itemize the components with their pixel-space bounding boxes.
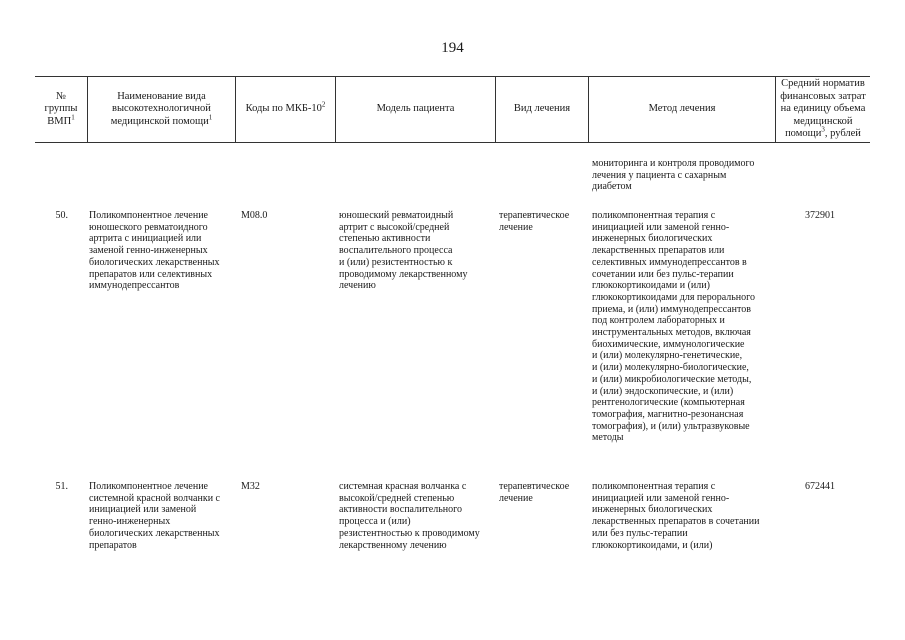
row-51-care-name: Поликомпонентное лечение системной красной волчанки с инициацией или заменой генно-инженерных биологических лекарственных препаратов xyxy=(89,481,220,551)
header-treatment-method: Метод лечения xyxy=(588,77,775,142)
row-51-number: 51. xyxy=(55,481,68,492)
header-icd-codes: Коды по МКБ-$10^2$ xyxy=(235,77,335,142)
row-50-number: 50. xyxy=(55,210,68,221)
header-group-number: № группы ВМП$^1$ xyxy=(44,90,78,127)
row-51-icd-code: М32 xyxy=(241,481,260,492)
header-cost-standard: Средний норматив финансовых затрат на единицу объема медицинской помощи$^3$, рублей xyxy=(775,77,870,142)
row-51-treatment-type: терапевтическое лечение xyxy=(499,481,570,504)
row-50-treatment-type: терапевтическое лечение xyxy=(499,210,570,233)
row-50-treatment-method: поликомпонентная терапия с инициацией или заменой генно- инженерных биологических лекарственных препаратов или селективных иммунодепрессантов в сочетании или без пульс-терапии глюкокортикоидами и (или) глюкокортикоидами для перорального приема, и (или) иммунодепрессантов под контролем лабораторных и инструментальных методов, включая биохимические, иммунологические и (или) молекулярно-генетические, и (или) молекулярно-биологические, и (или) микробиологические методы, и (или) эндоскопические, и (или) рентгенологические (компьютерная томография, магнитно-резонансная томография), и (или) ультразвуковые методы xyxy=(592,210,756,444)
row-50-care-name: Поликомпонентное лечение юношеского ревматоидного артрита с инициацией или заменой генно-инженерных биологических лекарственных препаратов или селективных иммунодепрессантов xyxy=(89,210,220,292)
row-50-patient-model: юношеский ревматоидный артрит с высокой/средней степенью активности воспалительного процесса и (или) резистентностью к проводимому лекарственному лечению xyxy=(339,210,468,292)
row-51-patient-model: системная красная волчанка с высокой/средней степенью активности воспалительного процесса и (или) резистентностью к проводимому лекарственному лечению xyxy=(339,481,480,551)
page-number: 194 xyxy=(441,40,464,56)
header-patient-model: Модель пациента xyxy=(335,77,495,142)
header-care-type: Наименование вида высокотехнологичной медицинской помощи$^1$ xyxy=(87,77,235,142)
row-50-cost: 372901 xyxy=(805,210,835,221)
row-51-cost: 672441 xyxy=(805,481,835,492)
continuation-method-text: мониторинга и контроля проводимого лечения у пациента с сахарным диабетом xyxy=(592,158,755,193)
header-treatment-type: Вид лечения xyxy=(495,77,588,142)
row-50-icd-code: М08.0 xyxy=(241,210,268,221)
row-51-treatment-method: поликомпонентная терапия с инициацией или заменой генно- инженерных биологических лекарственных препаратов в сочетании или без пульс-терапии глюкокортикоидами, и (или) xyxy=(592,481,760,551)
table-header xyxy=(35,76,870,143)
